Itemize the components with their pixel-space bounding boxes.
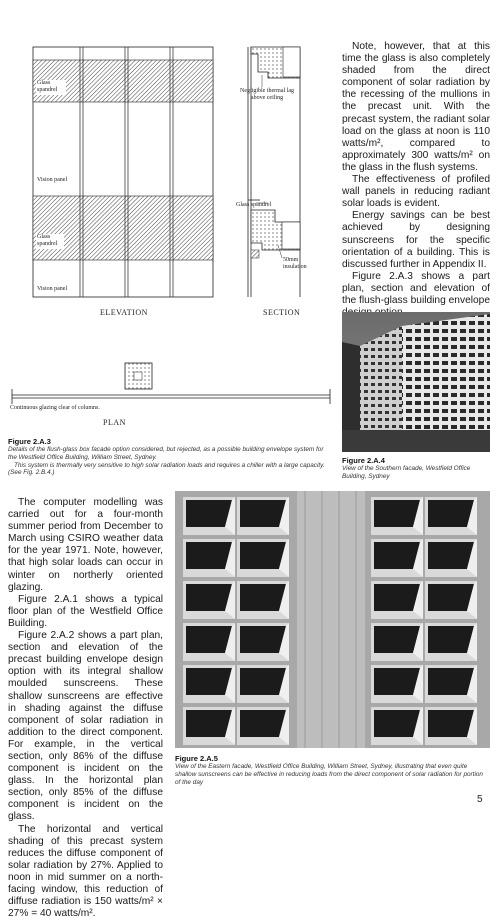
paragraph: Figure 2.A.3 shows a part plan, section and elevation of the flush-glass building envelope (342, 270, 490, 306)
paragraph: The computer modelling was carried out for a four-month summer period from December to March using CSIRO weather data for the year 1971. Note, however, that high solar loads can occur in winter on northerly oriented glazing. (8, 497, 163, 593)
figure-a5-title: Figure 2.A.5 (175, 754, 218, 763)
figure-a5-caption: View of the Eastern facade, Westfield Office Building, William Street, Sydney, illustrating that even quite shallow sunscreens can be effective in reducing loads from the direct component of solar radiation for portion of the day (175, 763, 483, 786)
label-insulation: 50mm insulation (283, 257, 307, 270)
paragraph: Energy savings can be best achieved by designing sunscreens for the specific orientation of a building. This is discussed further in Appendix II. (342, 210, 490, 270)
plan-label: Continuous glazing clear of columns. (10, 405, 100, 411)
photo-southern-facade (342, 312, 490, 452)
paragraph: Figure 2.A.2 shows a part plan, section and elevation of the precast building envelope design option with its integral shallow moulded sunscreens. These shallow sunscreens are effective in shading against the diffuse component of solar radiation in addition to the direct component. For example, in the vertical section, only 86% of the diffuse component is incident on the glass. In the horizontal plan section, only 85% of the diffuse component is incident on the glass. (8, 630, 163, 823)
caption-line: Details of the flush-glass box facade option considered, but rejected, as a possible building envelope system for the Westfield Office Building, William Street, Sydney. (8, 446, 324, 461)
left-column-text (8, 497, 163, 920)
caption-line: This system is thermally very sensitive to high solar radiation loads and requires a chiller with a large capacity. (See Fig. 2.B.4.) (8, 461, 325, 477)
paragraph: Figure 2.A.1 shows a typical floor plan of the Westfield Office Building. (8, 593, 163, 629)
label-vision-panel-1: Vision panel (37, 177, 68, 183)
paragraph: The effectiveness of profiled wall panels in reducing radiant solar loads is evident. (342, 174, 490, 210)
figure-a3-title: Figure 2.A.3 (8, 437, 51, 446)
label-thermal-lag: Negligible thermal lag above ceiling (240, 88, 294, 101)
label-vision-panel-2: Vision panel (37, 286, 68, 292)
plan-title: PLAN (103, 418, 126, 427)
figure-a4-title: Figure 2.A.4 (342, 456, 385, 465)
label-section-glass-spandrel: Glass spandrel (236, 202, 272, 208)
label-glass-spandrel-1: Glass spandrel (37, 80, 58, 93)
elevation-section-drawing (0, 0, 340, 325)
section-title: SECTION (263, 308, 301, 317)
elevation-title: ELEVATION (100, 308, 148, 317)
figure-a4-caption: View of the Southern facade, Westfield Office Building, Sydney (342, 465, 471, 480)
figure-a3-caption (8, 446, 333, 477)
photo-eastern-facade (175, 491, 490, 748)
paragraph: The horizontal and vertical shading of this precast system reduces the diffuse component of solar radiation by 27%. Applied to noon in mid summer on a north-facing window, this reduction of diffuse radiation is 150 watts/m² × 27% = 40 watts/m². (8, 823, 163, 920)
page-number: 5 (477, 794, 483, 805)
label-glass-spandrel-2: Glass spandrel (37, 234, 58, 247)
paragraph: Note, however, that at this time the glass is also completely shaded from the direct component of solar radiation by the recessing of the mullions in the precast unit. With the precast system, the radiant solar load on the glass at noon is 110 watts/m², compared to approximately 300 watts/m² on the glass in the flush systems. (342, 41, 490, 173)
